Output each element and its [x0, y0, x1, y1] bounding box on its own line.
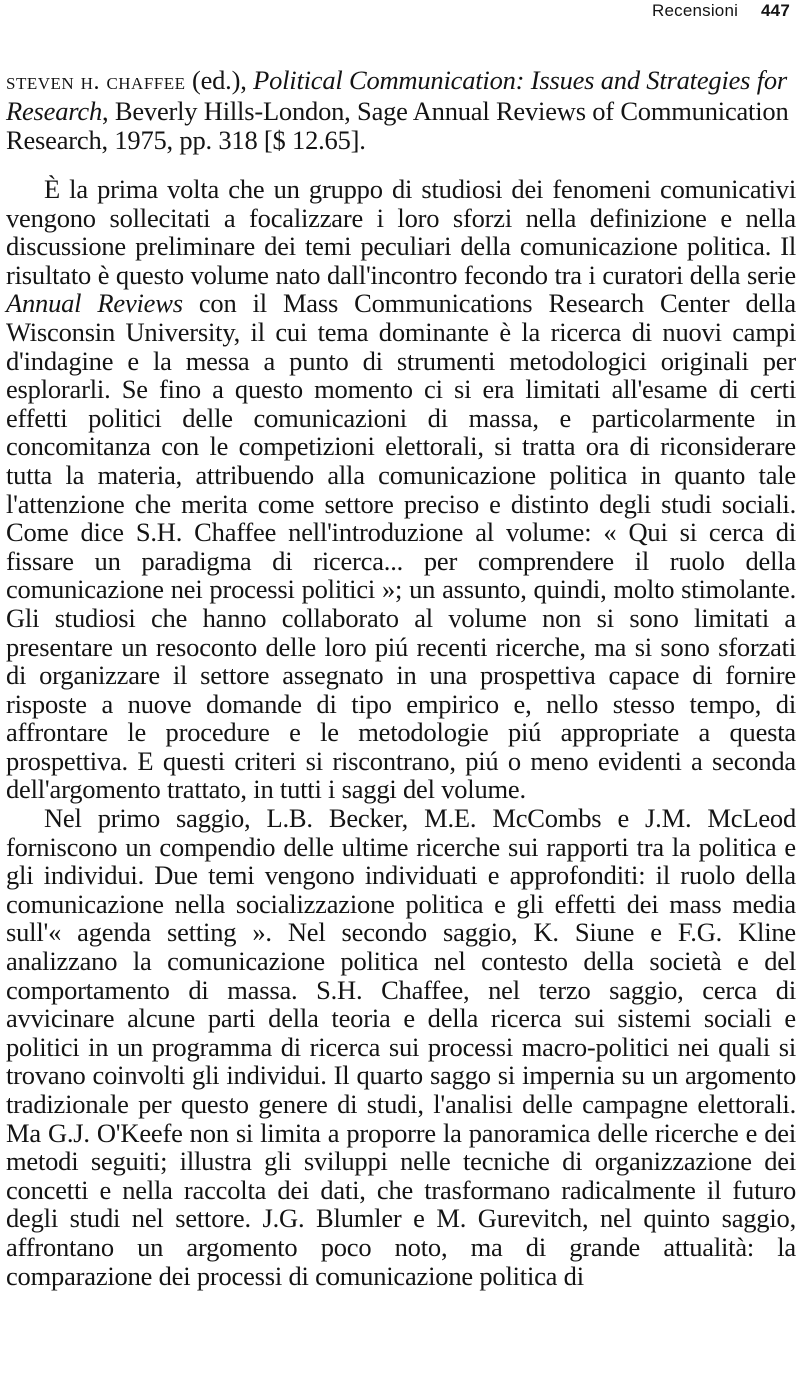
citation-editor-note: (ed.), [185, 65, 254, 95]
paragraph-1-text-a: È la prima volta che un gruppo di studiosi dei fenomeni comunicativi vengono sollecitati a focalizzare i loro sforzi nella definizione e nella discussione preliminare dei temi peculiari della comunicazione politica. Il risultato è questo volume nato dall'incontro fecondo tra i curatori della serie [6, 174, 796, 290]
running-head [652, 0, 790, 22]
paragraph-2: Nel primo saggio, L.B. Becker, M.E. McCombs e J.M. McLeod forniscono un compendio delle ultime ricerche sui rapporti tra la politica e gli individui. Due temi vengono individuati e approfonditi: il ruolo della comunicazione nella socializzazione politica e gli effetti dei mass media sull'« agenda setting ». Nel secondo saggio, K. Siune e F.G. Kline analizzano la comunicazione politica nel contesto della società e del comportamento di massa. S.H. Chaffee, nel terzo saggio, cerca di avvicinare alcune parti della teoria e della ricerca sui sistemi sociali e politici in un programma di ricerca sui processi macro-politici nei quali si trovano coinvolti gli individui. Il quarto saggo si impernia su un argomento tradizionale per questo genere di studi, l'analisi delle campagne elettorali. Ma G.J. O'Keefe non si limita a proporre la panoramica delle ricerche e dei metodi seguiti; illustra gli sviluppi nelle tecniche di organizzazione dei concetti e nella raccolta dei dati, che trasformano radicalmente il futuro degli studi nel settore. J.G. Blumler e M. Gurevitch, nel quinto saggio, affrontano un argomento poco noto, ma di grande attualità: la comparazione dei processi di comunicazione politica di [6, 803, 796, 1291]
review-body [6, 175, 796, 1290]
citation-author: steven h. chaffee [6, 69, 186, 95]
series-title: Annual Reviews [6, 288, 183, 319]
citation-title: Political Communication: Issues and Strategies for Research [6, 65, 788, 126]
page-number: 447 [761, 1, 790, 20]
section-title: Recensioni [651, 1, 739, 20]
book-citation [6, 66, 798, 155]
citation-publication: , Beverly Hills-London, Sage Annual Reviews of Communication Research, 1975, pp. 318 [$ 12.65]. [6, 96, 789, 155]
paragraph-1-text-b: con il Mass Communications Research Center della Wisconsin University, il cui tema dominante è la ricerca di nuovi campi d'indagine e la messa a punto di strumenti metodologici originali per esplorarli. Se fino a questo momento ci si era limitati all'esame di certi effetti politici delle comunicazioni di massa, e particolarmente in concomitanza con le competizioni elettorali, si tratta ora di riconsiderare tutta la materia, attribuendo alla comunicazione politica in quanto tale l'attenzione che merita come settore preciso e distinto degli studi sociali. Come dice S.H. Chaffee nell'introduzione al volume: « Qui si cerca di fissare un paradigma di ricerca... per comprendere il ruolo della comunicazione nei processi politici »; un assunto, quindi, molto stimolante. Gli studiosi che hanno collaborato al volume non si sono limitati a presentare un resoconto delle loro piú recenti ricerche, ma si sono sforzati di organizzare il settore assegnato in una prospettiva capace di fornire risposte a nuove domande di tipo empirico e, nello stesso tempo, di affrontare le procedure e le metodologie piú appropriate a questa prospettiva. E questi criteri si riscontrano, piú o meno evidenti a seconda dell'argomento trattato, in tutti i saggi del volume. [6, 288, 796, 805]
paragraph-1 [6, 175, 796, 804]
